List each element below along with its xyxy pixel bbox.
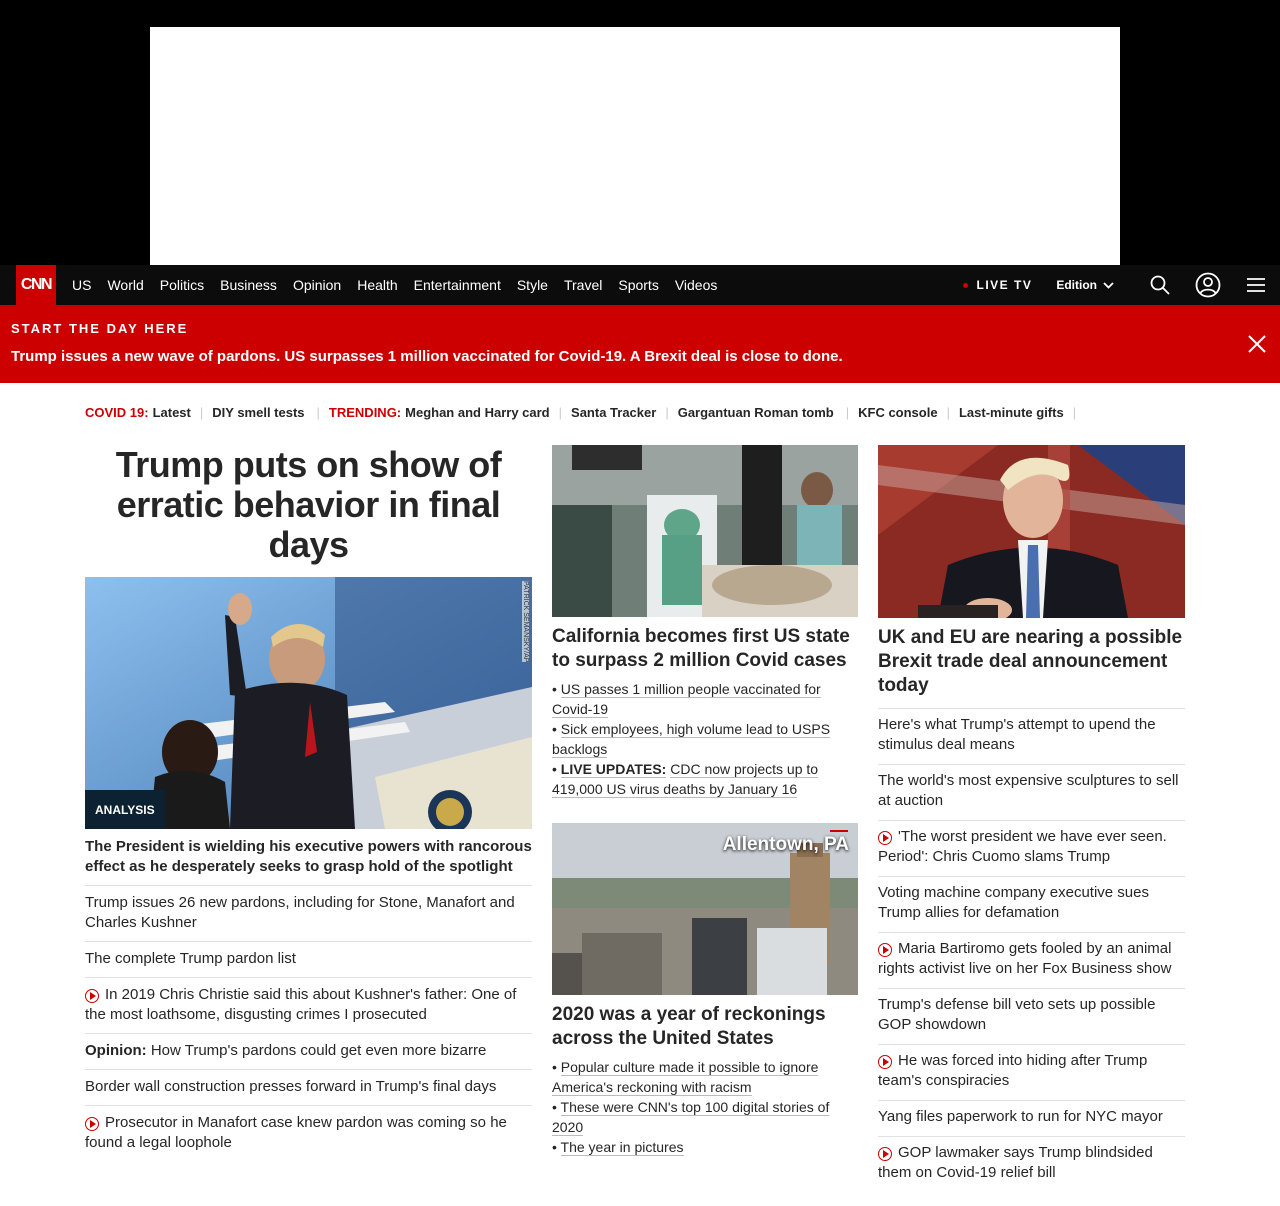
user-icon: [1195, 272, 1221, 298]
list-item[interactable]: [878, 708, 1185, 764]
list-item[interactable]: [878, 932, 1185, 988]
bullet-link[interactable]: • The year in pictures: [552, 1139, 684, 1155]
separator: |: [558, 405, 563, 420]
nav-link-sports[interactable]: Sports: [618, 277, 659, 293]
lead-related-list: [85, 885, 532, 1161]
list-item-text: 'The worst president we have ever seen. Period': Chris Cuomo slams Trump: [878, 828, 1167, 865]
photo-boris-johnson: [878, 445, 1185, 618]
edition-selector[interactable]: [1056, 278, 1114, 292]
trending-link[interactable]: Santa Tracker: [571, 405, 657, 420]
allentown-video-image[interactable]: [552, 823, 858, 995]
list-item[interactable]: [85, 885, 532, 941]
middle-column: [552, 445, 858, 1157]
list-item[interactable]: [85, 1033, 532, 1069]
right-column-list: [878, 708, 1185, 1192]
bullet-link[interactable]: • US passes 1 million people vaccinated for Covid-19: [552, 681, 821, 717]
nav-link-travel[interactable]: Travel: [563, 277, 603, 293]
list-item-text: Trump issues 26 new pardons, including for Stone, Manafort and Charles Kushner: [85, 894, 515, 931]
nav-right: [963, 265, 1280, 305]
list-item[interactable]: [878, 1100, 1185, 1136]
cnn-logo[interactable]: CNN: [16, 265, 56, 305]
photo-hospital-workers: [552, 445, 858, 617]
nav-link-business[interactable]: Business: [220, 277, 277, 293]
video-play-icon: [878, 1055, 892, 1069]
close-icon: [1248, 335, 1266, 353]
live-dot-icon: [963, 283, 968, 288]
video-location-caption: Allentown, PA: [722, 834, 849, 855]
video-play-icon: [878, 943, 892, 957]
california-bullets: [552, 679, 858, 799]
list-item[interactable]: [85, 977, 532, 1033]
boris-johnson-image[interactable]: [878, 445, 1185, 618]
banner-headline[interactable]: Trump issues a new wave of pardons. US surpasses 1 million vaccinated for Covid-19. A Brexit deal is close to done.: [11, 348, 843, 365]
trending-link[interactable]: KFC console: [858, 405, 938, 420]
list-item-text: Trump's defense bill veto sets up possible GOP showdown: [878, 996, 1156, 1033]
live-updates-label: LIVE UPDATES:: [560, 761, 667, 777]
nav-link-world[interactable]: World: [107, 277, 144, 293]
lead-story-image[interactable]: [85, 577, 532, 829]
bullet-text: CDC now projects up to 419,000 US virus deaths by January 16: [552, 761, 819, 797]
image-credit: PATRICK SEMANSKY/AP: [522, 581, 529, 663]
live-tv-button[interactable]: [963, 278, 1032, 292]
trending-label: TRENDING:: [328, 405, 402, 420]
list-item[interactable]: [878, 764, 1185, 820]
bullet-link[interactable]: • These were CNN's top 100 digital stories of 2020: [552, 1099, 830, 1135]
right-column: [878, 445, 1185, 1192]
bullet-text: The year in pictures: [560, 1139, 684, 1155]
trending-bar: [85, 405, 1085, 420]
list-item[interactable]: [85, 941, 532, 977]
separator: |: [199, 405, 204, 420]
list-item-text: He was forced into hiding after Trump team's conspiracies: [878, 1052, 1148, 1089]
separator: |: [316, 405, 320, 420]
analysis-tag: ANALYSIS: [85, 790, 165, 829]
video-play-icon: [878, 831, 892, 845]
california-hospital-image[interactable]: [552, 445, 858, 617]
opinion-label: Opinion:: [85, 1042, 147, 1059]
ad-placeholder[interactable]: [150, 27, 1120, 265]
list-item[interactable]: [85, 1105, 532, 1161]
nav-link-us[interactable]: US: [72, 277, 92, 293]
trending-link[interactable]: Meghan and Harry card: [405, 405, 550, 420]
search-icon: [1150, 275, 1170, 295]
list-item[interactable]: [878, 1136, 1185, 1192]
list-item[interactable]: [878, 876, 1185, 932]
bullet-text: US passes 1 million people vaccinated for Covid-19: [552, 681, 821, 717]
bullet-text: Sick employees, high volume lead to USPS backlogs: [552, 721, 831, 757]
list-item-text: Here's what Trump's attempt to upend the stimulus deal means: [878, 716, 1156, 753]
trending-link[interactable]: Last-minute gifts: [958, 405, 1064, 420]
lead-subhead[interactable]: The President is wielding his executive powers with rancorous effect as he desperately seeks to grasp hold of the spotlight: [85, 838, 532, 875]
covid-link-smell-tests[interactable]: DIY smell tests: [212, 405, 305, 420]
list-item-text: Voting machine company executive sues Trump allies for defamation: [878, 884, 1149, 921]
top-navigation: [0, 265, 1280, 305]
banner-close-button[interactable]: [1248, 335, 1266, 358]
live-tv-label: LIVE TV: [976, 278, 1033, 292]
edition-label: Edition: [1056, 278, 1097, 292]
hamburger-menu-icon: [1247, 277, 1265, 293]
nav-links: [72, 277, 717, 293]
bullet-text: Popular culture made it possible to ignore America's reckoning with racism: [552, 1059, 819, 1095]
nav-link-opinion[interactable]: Opinion: [292, 277, 342, 293]
nav-link-videos[interactable]: Videos: [674, 277, 718, 293]
california-headline[interactable]: California becomes first US state to surpass 2 million Covid cases: [552, 626, 850, 671]
list-item[interactable]: [878, 988, 1185, 1044]
lead-headline[interactable]: Trump puts on show of erratic behavior in final days: [115, 444, 502, 565]
list-item-text: The world's most expensive sculptures to sell at auction: [878, 772, 1179, 809]
account-button[interactable]: [1184, 265, 1232, 305]
bullet-text: These were CNN's top 100 digital stories of 2020: [552, 1099, 830, 1135]
nav-link-health[interactable]: Health: [357, 277, 398, 293]
bullet-link[interactable]: • Sick employees, high volume lead to USPS backlogs: [552, 721, 831, 757]
list-item-text: In 2019 Chris Christie said this about Kushner's father: One of the most loathsome, disgusting crimes I prosecuted: [85, 986, 517, 1023]
caption-accent-bar: [830, 830, 848, 832]
covid-link-latest[interactable]: Latest: [152, 405, 191, 420]
list-item[interactable]: [878, 1044, 1185, 1100]
list-item-text: Maria Bartiromo gets fooled by an animal rights activist live on her Fox Business show: [878, 940, 1172, 977]
list-item-text: Yang files paperwork to run for NYC mayor: [878, 1108, 1163, 1125]
video-play-icon: [85, 989, 99, 1003]
list-item-text: Border wall construction presses forward in Trump's final days: [85, 1078, 497, 1095]
list-item-text: How Trump's pardons could get even more bizarre: [150, 1042, 487, 1059]
list-item-text: GOP lawmaker says Trump blindsided them on Covid-19 relief bill: [878, 1144, 1153, 1181]
chevron-down-icon: [1103, 282, 1114, 289]
separator: |: [845, 405, 850, 420]
list-item-text: The complete Trump pardon list: [85, 950, 296, 967]
video-play-icon: [85, 1117, 99, 1131]
bullet-link[interactable]: • Popular culture made it possible to ignore America's reckoning with racism: [552, 1059, 819, 1095]
separator: |: [665, 405, 669, 420]
reckonings-bullets: [552, 1057, 858, 1157]
separator: |: [946, 405, 950, 420]
trending-link[interactable]: Gargantuan Roman tomb: [677, 405, 834, 420]
covid-label: COVID 19:: [85, 405, 149, 420]
nav-link-style[interactable]: Style: [516, 277, 548, 293]
menu-button[interactable]: [1232, 265, 1280, 305]
search-button[interactable]: [1136, 265, 1184, 305]
list-item[interactable]: [85, 1069, 532, 1105]
breaking-banner[interactable]: [0, 305, 1280, 383]
separator: |: [1072, 405, 1077, 420]
banner-kicker: START THE DAY HERE: [11, 321, 189, 336]
reckonings-headline[interactable]: 2020 was a year of reckonings across the United States: [552, 1004, 826, 1049]
video-play-icon: [878, 1147, 892, 1161]
nav-link-entertainment[interactable]: Entertainment: [413, 277, 501, 293]
nav-link-politics[interactable]: Politics: [159, 277, 205, 293]
list-item[interactable]: [878, 820, 1185, 876]
ad-region: [0, 0, 1280, 265]
list-item-text: Prosecutor in Manafort case knew pardon was coming so he found a legal loophole: [85, 1114, 507, 1151]
lead-story-column: [85, 445, 532, 1161]
bullet-link[interactable]: • LIVE UPDATES: CDC now projects up to 419,000 US virus deaths by January 16: [552, 761, 819, 797]
brexit-headline[interactable]: UK and EU are nearing a possible Brexit trade deal announcement today: [878, 627, 1183, 696]
